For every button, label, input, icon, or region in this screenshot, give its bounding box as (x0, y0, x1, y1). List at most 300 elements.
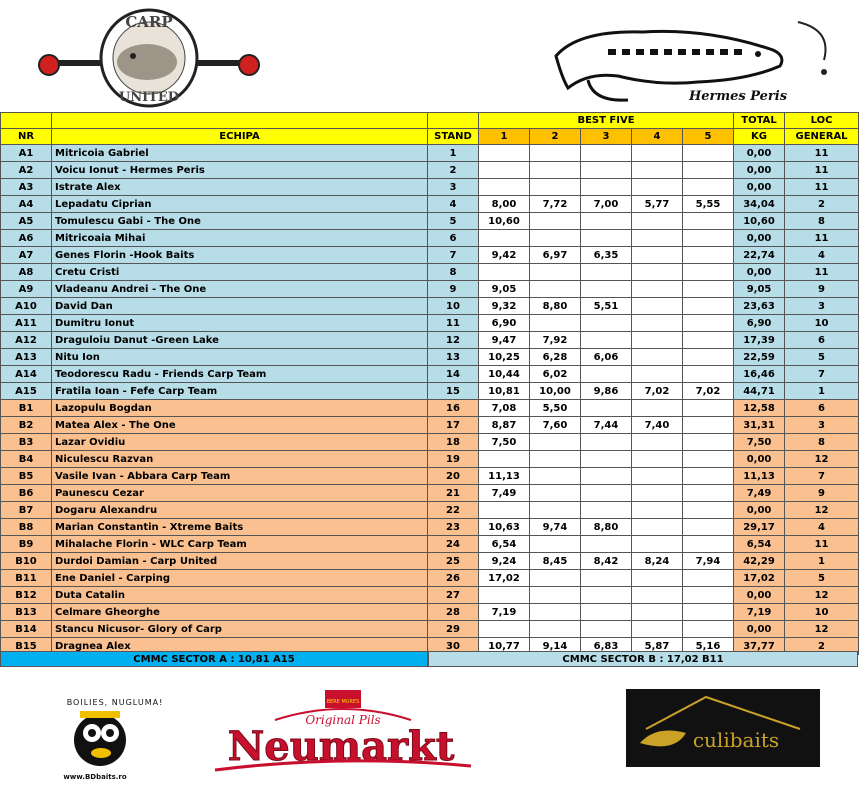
row-value-5 (683, 298, 734, 315)
row-value-2: 9,14 (530, 638, 581, 655)
row-team: David Dan (52, 298, 428, 315)
row-total-kg: 29,17 (734, 519, 785, 536)
row-place: 11 (785, 179, 859, 196)
row-value-5 (683, 434, 734, 451)
row-nr: B4 (1, 451, 52, 468)
table-row (1, 332, 859, 349)
row-value-3 (581, 315, 632, 332)
row-place: 9 (785, 281, 859, 298)
row-total-kg: 0,00 (734, 621, 785, 638)
row-total-kg: 34,04 (734, 196, 785, 213)
row-stand: 6 (428, 230, 479, 247)
row-place: 12 (785, 587, 859, 604)
row-team: Stancu Nicusor- Glory of Carp (52, 621, 428, 638)
row-place: 2 (785, 196, 859, 213)
row-value-3 (581, 162, 632, 179)
row-value-2 (530, 434, 581, 451)
row-value-2 (530, 604, 581, 621)
row-value-1: 10,81 (479, 383, 530, 400)
row-team: Tomulescu Gabi - The One (52, 213, 428, 230)
row-value-1 (479, 587, 530, 604)
row-stand: 14 (428, 366, 479, 383)
row-nr: B3 (1, 434, 52, 451)
row-value-2: 10,00 (530, 383, 581, 400)
row-nr: B10 (1, 553, 52, 570)
row-value-4 (632, 247, 683, 264)
row-value-1: 8,00 (479, 196, 530, 213)
row-value-1 (479, 162, 530, 179)
row-place: 11 (785, 230, 859, 247)
row-value-2 (530, 162, 581, 179)
row-stand: 29 (428, 621, 479, 638)
row-value-3 (581, 451, 632, 468)
row-total-kg: 22,59 (734, 349, 785, 366)
row-value-5 (683, 162, 734, 179)
row-stand: 28 (428, 604, 479, 621)
row-value-2: 8,45 (530, 553, 581, 570)
row-value-1: 6,54 (479, 536, 530, 553)
row-stand: 5 (428, 213, 479, 230)
row-stand: 20 (428, 468, 479, 485)
row-stand: 2 (428, 162, 479, 179)
row-value-1: 10,63 (479, 519, 530, 536)
sector-a-record: CMMC SECTOR A : 10,81 A15 (0, 651, 428, 667)
row-stand: 27 (428, 587, 479, 604)
row-value-5 (683, 400, 734, 417)
row-value-2: 8,80 (530, 298, 581, 315)
row-value-2 (530, 502, 581, 519)
row-value-3 (581, 621, 632, 638)
row-value-1 (479, 621, 530, 638)
row-stand: 25 (428, 553, 479, 570)
row-value-5: 7,02 (683, 383, 734, 400)
row-nr: B14 (1, 621, 52, 638)
table-row (1, 298, 859, 315)
best-five-header: BEST FIVE (479, 113, 734, 129)
row-value-4 (632, 434, 683, 451)
row-total-kg: 0,00 (734, 230, 785, 247)
row-place: 2 (785, 638, 859, 655)
row-value-2 (530, 451, 581, 468)
row-value-2 (530, 281, 581, 298)
carp-united-logo (35, 8, 263, 108)
row-value-2: 7,60 (530, 417, 581, 434)
row-stand: 24 (428, 536, 479, 553)
row-value-1: 10,25 (479, 349, 530, 366)
row-value-5 (683, 519, 734, 536)
col-1-header: 1 (479, 129, 530, 145)
row-nr: A7 (1, 247, 52, 264)
svg-text:Hermes Peris: Hermes Peris (688, 89, 788, 104)
nr-header: NR (1, 129, 52, 145)
results-body (1, 145, 859, 655)
row-value-4 (632, 281, 683, 298)
row-value-4 (632, 519, 683, 536)
row-total-kg: 7,19 (734, 604, 785, 621)
row-team: Nitu Ion (52, 349, 428, 366)
row-value-4 (632, 604, 683, 621)
row-value-3 (581, 179, 632, 196)
svg-text:Neumarkt: Neumarkt (227, 723, 455, 770)
row-team: Vladeanu Andrei - The One (52, 281, 428, 298)
row-nr: B12 (1, 587, 52, 604)
row-place: 5 (785, 570, 859, 587)
row-place: 11 (785, 536, 859, 553)
row-team: Genes Florin -Hook Baits (52, 247, 428, 264)
row-place: 12 (785, 451, 859, 468)
row-value-4 (632, 298, 683, 315)
row-total-kg: 37,77 (734, 638, 785, 655)
row-value-1: 9,42 (479, 247, 530, 264)
row-team: Celmare Gheorghe (52, 604, 428, 621)
row-nr: A1 (1, 145, 52, 162)
row-stand: 9 (428, 281, 479, 298)
row-place: 6 (785, 400, 859, 417)
row-team: Fratila Ioan - Fefe Carp Team (52, 383, 428, 400)
row-value-4: 8,24 (632, 553, 683, 570)
row-value-4 (632, 536, 683, 553)
row-place: 3 (785, 298, 859, 315)
row-value-1: 17,02 (479, 570, 530, 587)
sector-summary (0, 651, 858, 667)
row-team: Dumitru Ionut (52, 315, 428, 332)
row-value-5: 7,94 (683, 553, 734, 570)
row-value-3 (581, 230, 632, 247)
row-team: Mihalache Florin - WLC Carp Team (52, 536, 428, 553)
row-team: Durdoi Damian - Carp United (52, 553, 428, 570)
table-row (1, 213, 859, 230)
row-value-3 (581, 570, 632, 587)
svg-text:culibaits: culibaits (692, 728, 780, 752)
row-nr: B15 (1, 638, 52, 655)
row-value-4 (632, 349, 683, 366)
header-logos (0, 0, 860, 112)
col-2-header: 2 (530, 129, 581, 145)
row-value-4: 7,02 (632, 383, 683, 400)
row-team: Istrate Alex (52, 179, 428, 196)
row-stand: 15 (428, 383, 479, 400)
row-value-3: 8,80 (581, 519, 632, 536)
row-nr: B11 (1, 570, 52, 587)
row-stand: 7 (428, 247, 479, 264)
row-value-2 (530, 587, 581, 604)
table-row (1, 468, 859, 485)
row-nr: A5 (1, 213, 52, 230)
row-nr: B8 (1, 519, 52, 536)
row-value-1 (479, 179, 530, 196)
table-row (1, 621, 859, 638)
row-value-2: 6,97 (530, 247, 581, 264)
row-total-kg: 23,63 (734, 298, 785, 315)
row-total-kg: 6,90 (734, 315, 785, 332)
row-value-1: 7,49 (479, 485, 530, 502)
row-value-4 (632, 621, 683, 638)
row-stand: 21 (428, 485, 479, 502)
svg-text:UNITED: UNITED (118, 90, 180, 105)
row-team: Ene Daniel - Carping (52, 570, 428, 587)
row-value-1: 9,24 (479, 553, 530, 570)
row-value-1 (479, 230, 530, 247)
row-value-2 (530, 179, 581, 196)
row-nr: A3 (1, 179, 52, 196)
row-value-1: 7,08 (479, 400, 530, 417)
row-value-4: 7,40 (632, 417, 683, 434)
row-value-4 (632, 315, 683, 332)
table-row (1, 451, 859, 468)
row-value-3: 5,51 (581, 298, 632, 315)
row-place: 7 (785, 468, 859, 485)
row-place: 1 (785, 383, 859, 400)
row-value-3 (581, 400, 632, 417)
row-total-kg: 17,39 (734, 332, 785, 349)
row-place: 4 (785, 519, 859, 536)
row-stand: 17 (428, 417, 479, 434)
row-value-5 (683, 264, 734, 281)
row-value-2: 6,28 (530, 349, 581, 366)
row-value-5 (683, 451, 734, 468)
row-nr: B13 (1, 604, 52, 621)
row-value-5 (683, 247, 734, 264)
row-value-1 (479, 451, 530, 468)
row-value-3 (581, 587, 632, 604)
header-row-bottom (1, 129, 859, 145)
row-total-kg: 6,54 (734, 536, 785, 553)
row-total-kg: 0,00 (734, 502, 785, 519)
row-value-2 (530, 315, 581, 332)
row-value-1 (479, 264, 530, 281)
row-value-3 (581, 366, 632, 383)
row-value-2 (530, 570, 581, 587)
col-3-header: 3 (581, 129, 632, 145)
row-total-kg: 16,46 (734, 366, 785, 383)
svg-text:www.BDbaits.ro: www.BDbaits.ro (63, 773, 127, 781)
row-value-3 (581, 604, 632, 621)
row-value-3 (581, 145, 632, 162)
row-nr: B5 (1, 468, 52, 485)
row-stand: 11 (428, 315, 479, 332)
neumarkt-logo (205, 688, 480, 778)
row-stand: 18 (428, 434, 479, 451)
row-stand: 13 (428, 349, 479, 366)
row-stand: 26 (428, 570, 479, 587)
row-value-4 (632, 230, 683, 247)
row-value-2 (530, 536, 581, 553)
row-value-2 (530, 468, 581, 485)
row-stand: 3 (428, 179, 479, 196)
row-value-5 (683, 536, 734, 553)
row-value-3 (581, 213, 632, 230)
row-value-4 (632, 468, 683, 485)
table-row (1, 553, 859, 570)
row-value-3 (581, 536, 632, 553)
table-row (1, 162, 859, 179)
row-value-2: 9,74 (530, 519, 581, 536)
row-value-5 (683, 230, 734, 247)
table-row (1, 315, 859, 332)
table-row (1, 570, 859, 587)
row-nr: A12 (1, 332, 52, 349)
table-row (1, 230, 859, 247)
row-total-kg: 22,74 (734, 247, 785, 264)
row-total-kg: 0,00 (734, 587, 785, 604)
row-total-kg: 0,00 (734, 162, 785, 179)
row-value-4 (632, 213, 683, 230)
table-row (1, 366, 859, 383)
general-header: GENERAL (785, 129, 859, 145)
row-value-2: 5,50 (530, 400, 581, 417)
row-nr: A15 (1, 383, 52, 400)
row-value-3: 7,44 (581, 417, 632, 434)
row-value-2 (530, 145, 581, 162)
row-value-5: 5,55 (683, 196, 734, 213)
row-total-kg: 12,58 (734, 400, 785, 417)
row-value-1: 11,13 (479, 468, 530, 485)
row-value-5 (683, 417, 734, 434)
row-value-4 (632, 366, 683, 383)
svg-text:BOILIES, NUGLUMA!: BOILIES, NUGLUMA! (66, 698, 164, 707)
row-value-4 (632, 145, 683, 162)
row-place: 6 (785, 332, 859, 349)
row-total-kg: 7,50 (734, 434, 785, 451)
col-5-header: 5 (683, 129, 734, 145)
row-nr: A10 (1, 298, 52, 315)
row-stand: 22 (428, 502, 479, 519)
svg-text:Original Pils: Original Pils (305, 713, 381, 727)
row-stand: 12 (428, 332, 479, 349)
row-team: Cretu Cristi (52, 264, 428, 281)
row-value-1: 10,77 (479, 638, 530, 655)
hermes-peris-logo (548, 10, 833, 108)
row-value-5 (683, 315, 734, 332)
row-value-2 (530, 621, 581, 638)
row-place: 12 (785, 502, 859, 519)
row-team: Niculescu Razvan (52, 451, 428, 468)
row-value-3: 8,42 (581, 553, 632, 570)
row-value-4 (632, 332, 683, 349)
table-row (1, 485, 859, 502)
row-place: 9 (785, 485, 859, 502)
row-value-4 (632, 264, 683, 281)
row-team: Dogaru Alexandru (52, 502, 428, 519)
header-row-top (1, 113, 859, 129)
row-nr: A2 (1, 162, 52, 179)
row-value-1 (479, 502, 530, 519)
row-value-5 (683, 587, 734, 604)
row-stand: 30 (428, 638, 479, 655)
row-value-3 (581, 281, 632, 298)
row-value-3 (581, 332, 632, 349)
table-row (1, 587, 859, 604)
table-row (1, 145, 859, 162)
row-value-4: 5,77 (632, 196, 683, 213)
row-value-4 (632, 485, 683, 502)
row-nr: A9 (1, 281, 52, 298)
row-value-1: 6,90 (479, 315, 530, 332)
row-place: 5 (785, 349, 859, 366)
row-nr: A8 (1, 264, 52, 281)
row-team: Draguloiu Danut -Green Lake (52, 332, 428, 349)
row-team: Marian Constantin - Xtreme Baits (52, 519, 428, 536)
row-total-kg: 31,31 (734, 417, 785, 434)
row-team: Dragnea Alex (52, 638, 428, 655)
table-row (1, 179, 859, 196)
row-value-1: 10,44 (479, 366, 530, 383)
svg-text:BERE MURES: BERE MURES (326, 699, 360, 705)
row-value-4 (632, 587, 683, 604)
col-4-header: 4 (632, 129, 683, 145)
row-value-1: 10,60 (479, 213, 530, 230)
bd-baits-logo (40, 695, 190, 785)
row-place: 1 (785, 553, 859, 570)
row-stand: 16 (428, 400, 479, 417)
row-nr: B6 (1, 485, 52, 502)
row-value-2 (530, 264, 581, 281)
row-stand: 4 (428, 196, 479, 213)
row-value-5 (683, 502, 734, 519)
table-row (1, 502, 859, 519)
row-place: 3 (785, 417, 859, 434)
row-total-kg: 7,49 (734, 485, 785, 502)
row-nr: A4 (1, 196, 52, 213)
row-nr: A11 (1, 315, 52, 332)
row-value-5 (683, 349, 734, 366)
row-total-kg: 0,00 (734, 451, 785, 468)
row-value-5 (683, 485, 734, 502)
row-value-1 (479, 145, 530, 162)
row-value-1: 8,87 (479, 417, 530, 434)
row-value-5 (683, 468, 734, 485)
row-value-3 (581, 434, 632, 451)
row-nr: B1 (1, 400, 52, 417)
table-row (1, 400, 859, 417)
row-team: Voicu Ionut - Hermes Peris (52, 162, 428, 179)
row-nr: B9 (1, 536, 52, 553)
row-total-kg: 11,13 (734, 468, 785, 485)
row-place: 8 (785, 213, 859, 230)
row-value-2: 7,92 (530, 332, 581, 349)
row-value-4: 5,87 (632, 638, 683, 655)
row-team: Vasile Ivan - Abbara Carp Team (52, 468, 428, 485)
row-stand: 19 (428, 451, 479, 468)
row-team: Teodorescu Radu - Friends Carp Team (52, 366, 428, 383)
row-value-3 (581, 468, 632, 485)
row-value-2 (530, 230, 581, 247)
row-value-4 (632, 162, 683, 179)
row-value-3: 7,00 (581, 196, 632, 213)
row-nr: B7 (1, 502, 52, 519)
culibaits-logo (626, 689, 820, 767)
row-value-2 (530, 485, 581, 502)
row-value-5 (683, 179, 734, 196)
row-nr: A14 (1, 366, 52, 383)
echipa-header: ECHIPA (52, 129, 428, 145)
table-row (1, 383, 859, 400)
row-value-2: 6,02 (530, 366, 581, 383)
row-value-5 (683, 213, 734, 230)
row-total-kg: 44,71 (734, 383, 785, 400)
row-team: Duta Catalin (52, 587, 428, 604)
row-value-1: 9,32 (479, 298, 530, 315)
row-place: 4 (785, 247, 859, 264)
row-total-kg: 17,02 (734, 570, 785, 587)
stand-header: STAND (428, 129, 479, 145)
row-place: 11 (785, 162, 859, 179)
row-team: Lazopulu Bogdan (52, 400, 428, 417)
table-row (1, 604, 859, 621)
table-row (1, 536, 859, 553)
row-value-5 (683, 604, 734, 621)
row-value-3: 6,35 (581, 247, 632, 264)
